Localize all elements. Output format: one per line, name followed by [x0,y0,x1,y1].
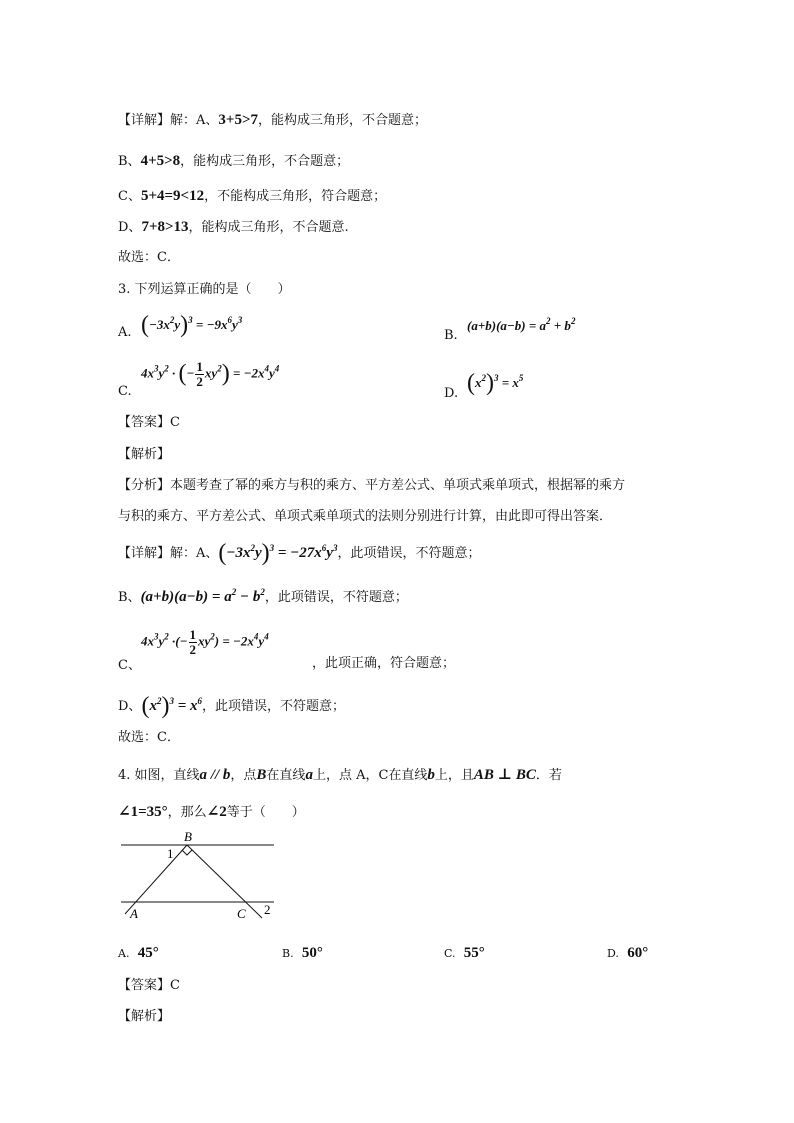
q2-conclusion: 故选：C． [118,250,180,265]
q4-option-c: C. 55° [444,945,485,961]
label-b: B [184,829,192,844]
q2-detail-line-a: 【详解】解：A、3+5>7，能构成三角形，不合题意； [118,112,428,128]
q3-detail-line-a: 【详解】解：A、$(-3x^2y)^3 = -27x^6y^3$，此项错误，不符题意； [118,540,481,566]
label-1: 1 [167,846,174,861]
q3-option-c-label: C. [118,384,132,399]
q4-option-d: D. 60° [607,945,649,961]
q3-option-c-expr: $4x^3y^2$ · (− $\frac{1}{2}$ $xy^2) = -2x^4y^4$ [141,359,280,389]
q2-b-expr: 4+5>8 [140,153,181,169]
q3-option-b-label: B. [444,328,458,343]
segment-ba [125,845,187,914]
q3-analysis-line2: 与积的乘方、平方差公式、单项式乘单项式的法则分别进行计算，由此即可得出答案． [118,509,613,524]
q3-detail-c-text: ，此项正确，符合题意； [312,656,456,671]
q4-answer: 【答案】C [118,978,180,993]
q2-detail-line-b: B、4+5>8，能构成三角形，不合题意； [118,153,350,169]
q3-stem: 3. 下列运算正确的是（ ） [118,282,291,297]
q4-figure [115,826,285,921]
q3-analysis-title: 【解析】 [118,447,171,462]
q3-detail-line-d: D、$(x^2)^3 = x^6$，此项错误，不符题意； [118,693,346,719]
q3-detail-c-lead: C、 [118,658,141,673]
q2-c-expr: 5+4=9<12 [140,188,205,204]
right-angle-mark [182,850,192,855]
q2-detail-line-d: D、7+8>13，能构成三角形，不合题意. [118,219,349,235]
q3-analysis-line1: 【分析】本题考查了幂的乘方与积的乘方、平方差公式、单项式乘单项式，根据幂的乘方 [118,478,626,493]
q3-detail-b-expr: $(a+b)(a-b) = a^2 - b^2$ [140,587,265,605]
q3-detail-line-b: B、$(a+b)(a-b) = a^2 - b^2$，此项错误，不符题意； [118,587,408,605]
q2-a-expr: 3+5>7 [218,112,258,128]
q4-option-a: A. 45° [118,945,159,961]
q4-analysis-title: 【解析】 [118,1009,171,1024]
q3-conclusion: 故选：C． [118,730,180,745]
label-c: C [237,906,246,921]
label-2: 2 [264,902,271,917]
q4-stem-line1: 4. 如图，直线a // b，点B在直线a上，点 A，C在直线b上，且AB ⊥ BC．若 [118,767,562,783]
q3-detail-c-expr: $4x^3y^2$ ·(− $\frac{1}{2}$ $xy^2) = -2x^4y^4$ [141,627,269,657]
q3-detail-a-expr: $(-3x^2y)^3 = -27x^6y^3$ [218,540,338,566]
label-a: A [130,906,138,921]
q3-detail-d-expr: $(x^2)^3 = x^6$ [141,693,202,719]
segment-bc [187,845,262,918]
q3-option-d-label: D. [444,386,459,401]
q3-option-a-expr: $(-3x^2y)^3 = -9x^6y^3$ [141,312,243,338]
q3-option-b-expr: $(a+b)(a-b) = a^2 + b^2$ [467,316,576,333]
q2-d-expr: 7+8>13 [141,219,189,235]
q3-option-a-label: A. [118,325,132,340]
q3-answer: 【答案】C [118,415,180,430]
q3-option-d-expr: $(x^2)^3 = x^5$ [467,370,524,396]
q4-option-b: B. 50° [282,945,323,961]
q4-stem-line2: ∠1=35°，那么∠2等于（ ） [118,804,305,820]
q2-detail-line-c: C、5+4=9<12，不能构成三角形，符合题意； [118,188,387,204]
